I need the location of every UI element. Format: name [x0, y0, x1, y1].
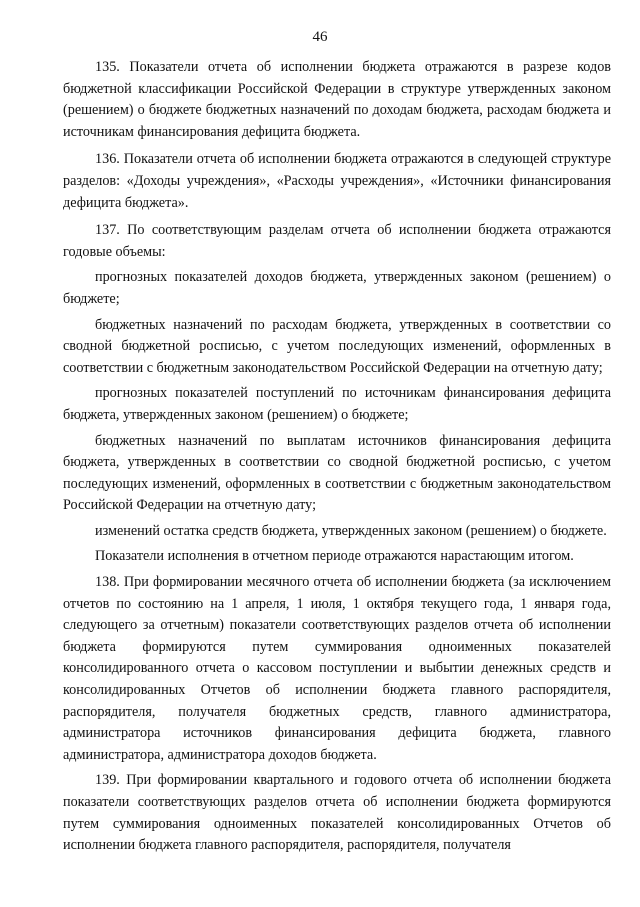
list-item-revenue-forecast: прогнозных показателей доходов бюджета, утвержденных законом (решением) о бюджете; [63, 269, 611, 307]
list-item-financing-receipts: прогнозных показателей поступлений по источникам финансирования дефицита бюджета, утвержденных законом (решением) о бюджете; [63, 385, 611, 423]
paragraph-cumulative-note: Показатели исполнения в отчетном периоде отражаются нарастающим итогом. [95, 548, 574, 565]
list-item-expense-appropriations: бюджетных назначений по расходам бюджета, утвержденных в соответствии со сводной бюджетной росписью, с учетом последующих изменений, оформленных в соответствии с бюджетным законодательством Российской Федерации на отчетную дату; [63, 316, 611, 376]
paragraph-138: 138. При формировании месячного отчета об исполнении бюджета (за исключением отчетов по состоянию на 1 апреля, 1 июля, 1 октября текущего года, 1 января года, следующего за отчетным) показатели соответствующих разделов отчета об исполнении бюджета формируются путем суммирования одноименных показателей консолидированного отчета о кассовом поступлении и выбытии денежных средств и консолидированных Отчетов об исполнении бюджета главного распорядителя, распорядителя, получателя бюджетных средств, главного администратора, администратора источников финансирования дефицита бюджета, главного администратора, администратора доходов бюджета. [63, 574, 611, 763]
paragraph-135: 135. Показатели отчета об исполнении бюджета отражаются в разрезе кодов бюджетной классификации Российской Федерации в структуре утвержденных законом (решением) о бюджете бюджетных назначений по доходам бюджета, расходам бюджета и источникам финансирования дефицита бюджета. [63, 59, 611, 140]
paragraph-137: 137. По соответствующим разделам отчета об исполнении бюджета отражаются годовые объемы: [63, 222, 611, 260]
paragraph-139: 139. При формировании квартального и годового отчета об исполнении бюджета показатели соответствующих разделов отчета об исполнении бюджета формируются путем суммирования одноименных показателей консолидированных Отчетов об исполнении бюджета главного распорядителя, распорядителя, получателя [63, 772, 611, 854]
document-body [63, 57, 611, 861]
list-item-balance-changes: изменений остатка средств бюджета, утвержденных законом (решением) о бюджете. [95, 522, 607, 539]
page-number: 46 [312, 29, 328, 45]
paragraph-136: 136. Показатели отчета об исполнении бюджета отражаются в следующей структуре разделов: «Доходы учреждения», «Расходы учреждения», «Источники финансирования дефицита бюджета». [63, 151, 611, 211]
list-item-financing-payments: бюджетных назначений по выплатам источников финансирования дефицита бюджета, утвержденных в соответствии со сводной бюджетной росписью, с учетом последующих изменений, оформленных в соответствии с бюджетным законодательством Российской Федерации на отчетную дату; [63, 432, 611, 514]
